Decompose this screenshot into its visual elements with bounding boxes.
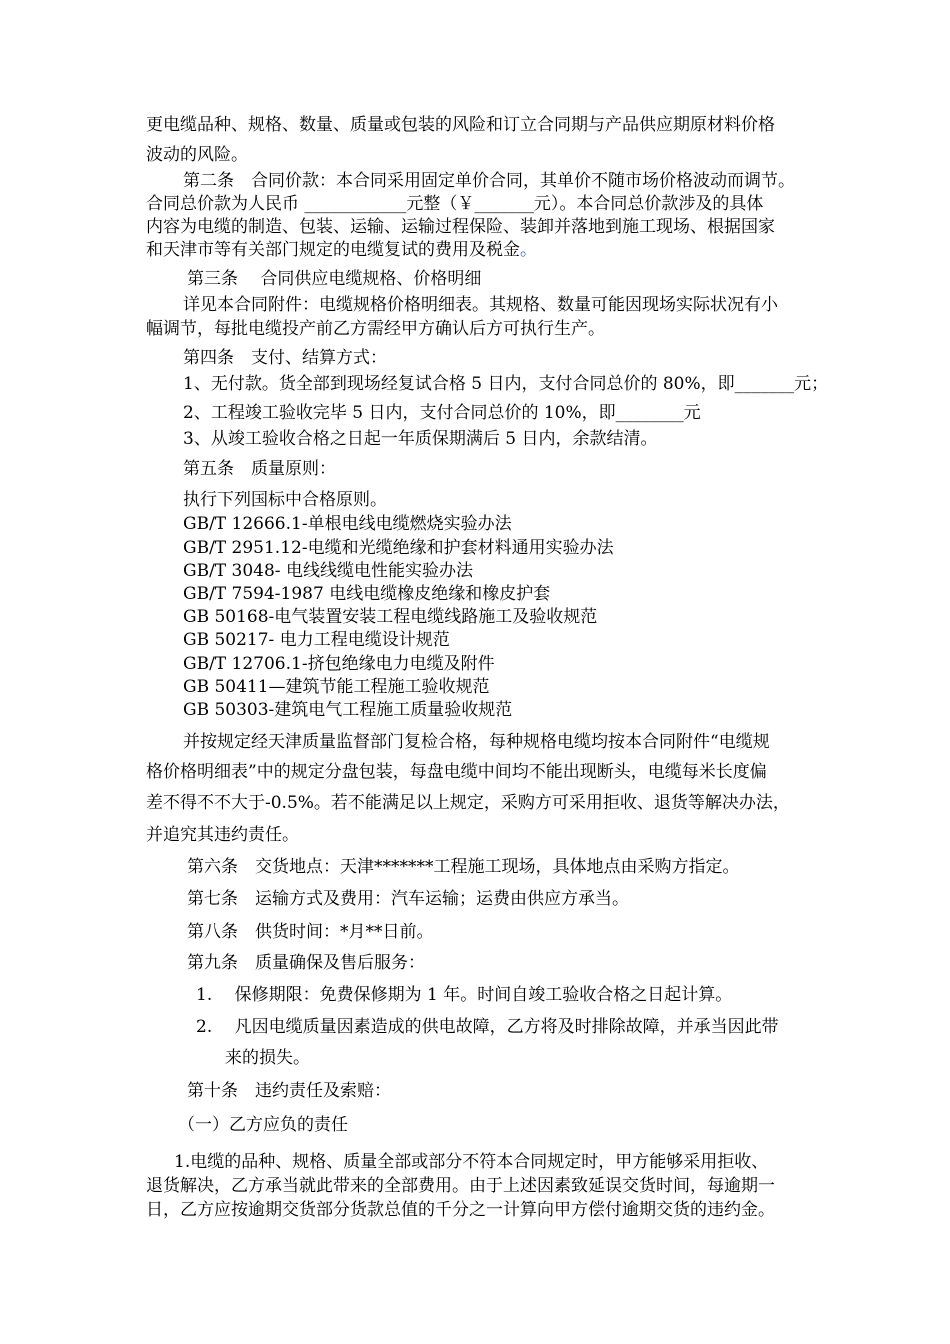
para-line-2: 波动的风险。 bbox=[146, 145, 248, 165]
standard-item-1: GB/T 12666.1-单根电线电缆燃烧实验办法 bbox=[183, 514, 512, 534]
quality-para-line-1: 并按规定经天津质量监督部门复检合格，每种规格电缆均按本合同附件“电缆规 bbox=[183, 732, 770, 752]
payment-item-2: 2、工程竣工验收完毕 5 日内，支付合同总价的 10%，即________元 bbox=[183, 403, 701, 423]
standards-intro: 执行下列国标中合格原则。 bbox=[183, 490, 387, 510]
liability-subheading: （一）乙方应负的责任 bbox=[178, 1115, 348, 1135]
standard-item-9: GB 50303-建筑电气工程施工质量验收规范 bbox=[183, 700, 513, 720]
article-8: 第八条 供货时间：*月**日前。 bbox=[187, 922, 434, 942]
liability-item-1-line-2: 退货解决，乙方承当就此带来的全部费用。由于上述因素致延误交货时间，每逾期一 bbox=[146, 1176, 775, 1196]
article-2-line-2: 合同总价款为人民币 ____________元整（￥_______元）。本合同总价款涉及的具体 bbox=[146, 194, 764, 214]
article-3-heading: 第三条 合同供应电缆规格、价格明细 bbox=[187, 269, 482, 289]
warranty-item-2-line-1: 2. 凡因电缆质量因素造成的供电故障，乙方将及时排除故障，并承当因此带 bbox=[196, 1017, 779, 1037]
article-4-heading: 第四条 支付、结算方式： bbox=[183, 348, 387, 368]
standard-item-4: GB/T 7594-1987 电线电缆橡皮绝缘和橡皮护套 bbox=[183, 584, 551, 604]
article-3-line-2: 幅调节，每批电缆投产前乙方需经甲方确认后方可执行生产。 bbox=[146, 319, 605, 339]
standard-item-2: GB/T 2951.12-电缆和光缆绝缘和护套材料通用实验办法 bbox=[183, 538, 614, 558]
payment-item-1: 1、无付款。货全部到现场经复试合格 5 日内，支付合同总价的 80%，即_______元； bbox=[183, 374, 829, 394]
liability-item-1-line-1: 1.电缆的品种、规格、质量全部或部分不符本合同规定时，甲方能够采用拒收、 bbox=[174, 1152, 769, 1172]
warranty-item-2-line-2: 来的损失。 bbox=[225, 1048, 310, 1068]
standard-item-7: GB/T 12706.1-挤包绝缘电力电缆及附件 bbox=[183, 654, 495, 674]
article-10-heading: 第十条 违约责任及索赔： bbox=[187, 1081, 391, 1101]
article-3-line-1: 详见本合同附件：电缆规格价格明细表。其规格、数量可能因现场实际状况有小 bbox=[183, 295, 778, 315]
quality-para-line-4: 并追究其违约责任。 bbox=[146, 825, 299, 845]
standard-item-3: GB/T 3048- 电线线缆电性能实验办法 bbox=[183, 561, 473, 581]
standard-item-8: GB 50411—建筑节能工程施工验收规范 bbox=[183, 677, 490, 697]
payment-item-3: 3、从竣工验收合格之日起一年质保期满后 5 日内，余款结清。 bbox=[183, 429, 658, 449]
liability-item-1-line-3: 日，乙方应按逾期交货部分货款总值的千分之一计算向甲方偿付逾期交货的违约金。 bbox=[146, 1200, 775, 1220]
warranty-item-1: 1. 保修期限：免费保修期为 1 年。时间自竣工验收合格之日起计算。 bbox=[196, 985, 733, 1005]
trailing-mark: 。 bbox=[520, 240, 537, 260]
article-5-heading: 第五条 质量原则： bbox=[183, 459, 336, 479]
article-2-heading: 第二条 合同价款：本合同采用固定单价合同，其单价不随市场价格波动而调节。 bbox=[183, 171, 795, 191]
article-6: 第六条 交货地点：天津*******工程施工现场，具体地点由采购方指定。 bbox=[187, 857, 740, 877]
para-line-1: 更电缆品种、规格、数量、质量或包装的风险和订立合同期与产品供应期原材料价格 bbox=[146, 115, 775, 135]
standard-item-5: GB 50168-电气装置安装工程电缆线路施工及验收规范 bbox=[183, 607, 598, 627]
quality-para-line-3: 差不得不不大于-0.5%。若不能满足以上规定，采购方可采用拒收、退货等解决办法， bbox=[146, 793, 790, 813]
quality-para-line-2: 格价格明细表”中的规定分盘包装，每盘电缆中间均不能出现断头，电缆每米长度偏 bbox=[146, 762, 767, 782]
standard-item-6: GB 50217- 电力工程电缆设计规范 bbox=[183, 630, 450, 650]
article-7: 第七条 运输方式及费用：汽车运输；运费由供应方承当。 bbox=[187, 889, 629, 909]
article-2-line-3: 内容为电缆的制造、包装、运输、运输过程保险、装卸并落地到施工现场、根据国家 bbox=[146, 217, 775, 237]
article-2-line-4: 和天津市等有关部门规定的电缆复试的费用及税金。 bbox=[146, 240, 537, 260]
article-9-heading: 第九条 质量确保及售后服务： bbox=[187, 953, 425, 973]
